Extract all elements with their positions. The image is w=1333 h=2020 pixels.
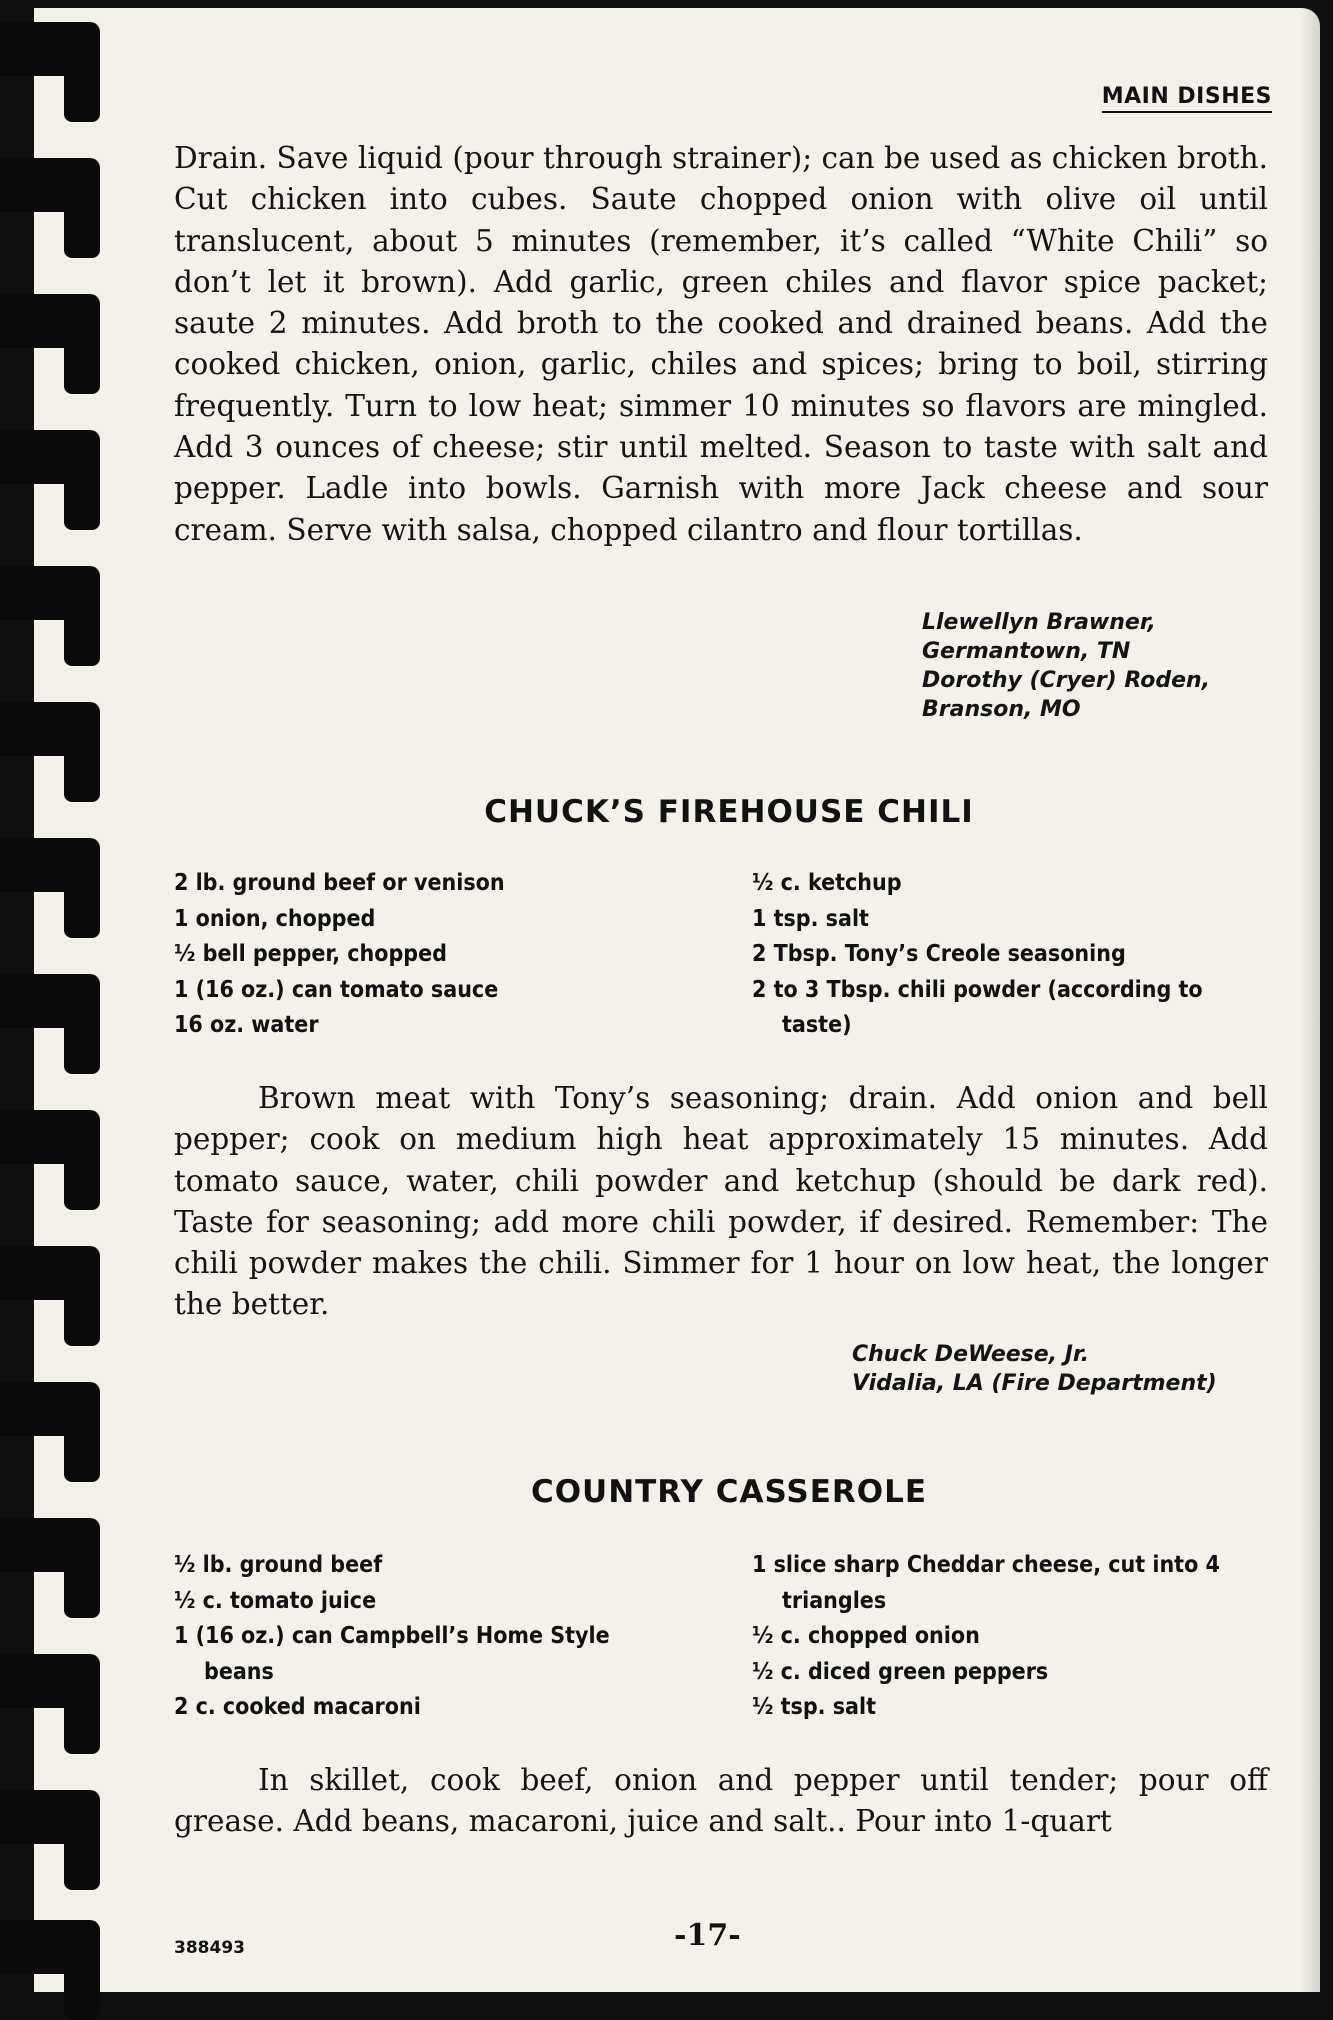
credit-line: Vidalia, LA (Fire Department) [852, 1371, 1217, 1396]
recipe-title-country-casserole: COUNTRY CASSEROLE [530, 1474, 928, 1510]
country-casserole-ingredients-left [174, 1548, 654, 1726]
ingredient-item: 2 Tbsp. Tony’s Creole seasoning [752, 941, 1126, 967]
country-casserole-directions: In skillet, cook beef, onion and pepper until tender; pour off grease. Add beans, macaroni, juice and salt.. Pour into 1-quart [174, 1763, 1268, 1839]
ingredient-item: 1 (16 oz.) can tomato sauce [174, 976, 499, 1003]
firehouse-chili-credits [852, 1340, 1217, 1398]
ingredient-item: 16 oz. water [174, 1012, 319, 1038]
spiral-binding [0, 0, 110, 2000]
footer-code: 388493 [174, 1938, 245, 1958]
firehouse-chili-ingredients-left [174, 866, 734, 1044]
white-chili-directions: Drain. Save liquid (pour through strainer); can be used as chicken broth. Cut chicken into cubes. Saute chopped onion with olive oil until translucent, about 5 minutes (remember, it’s called “White Chili” so don’t let it brown). Add garlic, green chiles and flavor spice packet; saute 2 minutes. Add broth to the cooked and drained beans. Add the cooked chicken, onion, garlic, chiles and spices; bring to boil, stirring frequently. Turn to low heat; simmer 10 minutes so flavors are mingled. Add 3 ounces of cheese; stir until melted. Season to taste with salt and pepper. Ladle into bowls. Garnish with more Jack cheese and sour cream. Serve with salsa, chopped cilantro and flour tortillas. [174, 141, 1268, 547]
recipe-title-firehouse-chili: CHUCK’S FIREHOUSE CHILI [484, 794, 974, 830]
ingredient-item: 1 slice sharp Cheddar cheese, cut into 4 triangles [752, 1552, 1220, 1614]
firehouse-chili-ingredients-right [752, 866, 1272, 1044]
credit-line: Germantown, TN [922, 639, 1131, 664]
ingredient-item: ½ c. tomato juice [174, 1587, 377, 1614]
ingredient-item: ½ bell pepper, chopped [174, 941, 447, 967]
ingredient-item: 2 lb. ground beef or venison [174, 870, 505, 896]
cookbook-page [34, 8, 1320, 1992]
page-number: -17- [674, 1918, 741, 1953]
credit-line: Chuck DeWeese, Jr. [852, 1342, 1089, 1367]
ingredient-item: ½ c. ketchup [752, 870, 902, 896]
credit-line: Dorothy (Cryer) Roden, [922, 668, 1211, 693]
ingredient-item: ½ lb. ground beef [174, 1552, 383, 1578]
ingredient-item: ½ tsp. salt [752, 1694, 876, 1720]
ingredient-item: 2 c. cooked macaroni [174, 1694, 421, 1720]
country-casserole-ingredients-right [752, 1548, 1272, 1726]
ingredient-item: 1 tsp. salt [752, 905, 869, 932]
ingredient-item: ½ c. diced green peppers [752, 1658, 1049, 1685]
page-edge-shadow [1300, 8, 1320, 1992]
ingredient-item: 1 onion, chopped [174, 905, 376, 932]
ingredient-item: 1 (16 oz.) can Campbell’s Home Style beans [174, 1623, 610, 1685]
ingredient-item: 2 to 3 Tbsp. chili powder (according to taste) [752, 976, 1203, 1038]
section-header: MAIN DISHES [1102, 84, 1272, 113]
ingredient-item: ½ c. chopped onion [752, 1623, 980, 1649]
credit-line: Branson, MO [922, 697, 1081, 722]
credit-line: Llewellyn Brawner, [922, 610, 1156, 635]
firehouse-chili-directions: Brown meat with Tony’s seasoning; drain. Add onion and bell pepper; cook on medium high heat approximately 15 minutes. Add tomato sauce, water, chili powder and ketchup (should be dark red). Taste for seasoning; add more chili powder, if desired. Remember: The chili powder makes the chili. Simmer for 1 hour on low heat, the longer the better. [174, 1081, 1268, 1322]
white-chili-credits [922, 608, 1210, 724]
